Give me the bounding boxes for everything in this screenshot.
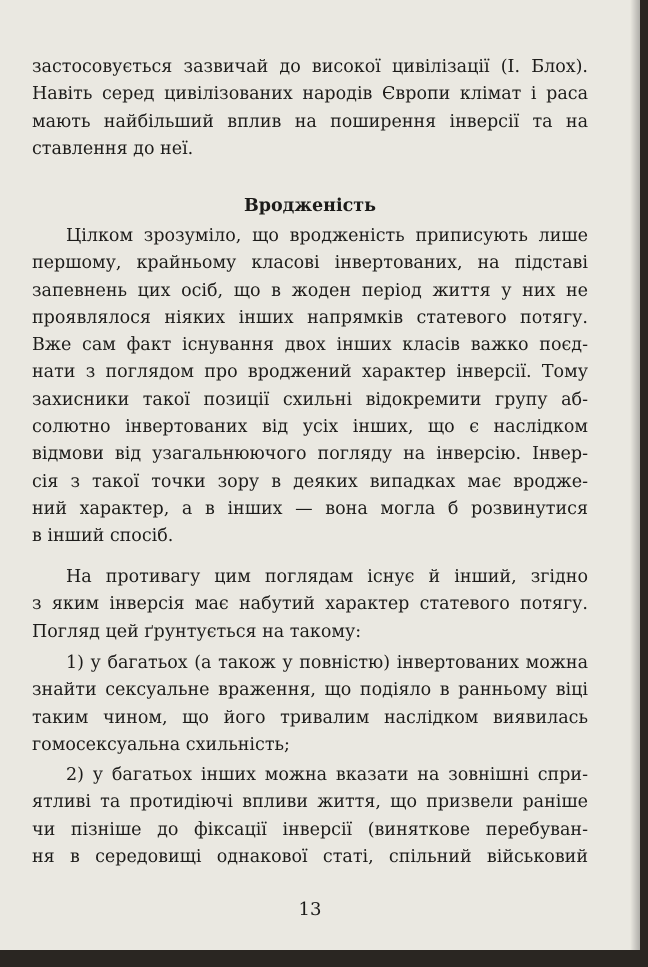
point-1 — [32, 650, 588, 759]
section-heading: Вродженість — [243, 196, 376, 216]
text-line: Цілком зрозуміло, що вродженість приписують лише — [66, 226, 588, 246]
text-line: Навіть серед цивілізованих народів Європи клімат і раса — [32, 84, 588, 105]
text-line: 1) у багатьох (а також у повністю) інвертованих можна — [66, 653, 588, 673]
text-line: гомосексуальна схильність; — [32, 734, 290, 755]
text-line: запевнень цих осіб, що в жоден період життя у них не — [32, 280, 588, 301]
text-line: ний характер, а в інших — вона могла б розвинутися — [32, 498, 588, 519]
counter-paragraph — [32, 564, 588, 646]
text-line: таким чином, що його тривалим наслідком виявилась — [32, 707, 588, 728]
text-line: Погляд цей ґрунтується на такому: — [32, 621, 362, 642]
text-line: солютно інвертованих від усіх інших, що є наслідком — [32, 417, 588, 438]
text-line: застосовується зазвичай до високої цивілізації (І. Блох). — [32, 57, 588, 77]
text-line: першому, крайньому класові інвертованих, на підставі — [32, 253, 588, 274]
text-line: На противагу цим поглядам існує й інший, згідно — [66, 567, 588, 587]
text-line: з яким інверсія має набутий характер статевого потягу. — [32, 594, 588, 615]
text-line: ятливі та протидіючі впливи життя, що призвели раніше — [32, 792, 588, 813]
text-line: мають найбільший вплив на поширення інверсії та на — [32, 111, 588, 132]
text-line: чи пізніше до фіксації інверсії (виняткове перебуван- — [32, 819, 588, 840]
text-line: відмови від узагальнюючого погляду на інверсію. Інвер- — [32, 444, 588, 465]
point-2 — [32, 762, 588, 871]
page-number: 13 — [298, 899, 322, 920]
text-line: проявлялося ніяких інших напрямків статевого потягу. — [32, 307, 588, 328]
text-line: сія з такої точки зору в деяких випадках має вродже- — [32, 471, 588, 492]
text-line: нати з поглядом про вроджений характер інверсії. Тому — [32, 362, 588, 383]
text-line: ня в середовищі однакової статі, спільний військовий — [32, 846, 588, 867]
innate-paragraph — [32, 223, 588, 551]
text-line: ставлення до неї. — [32, 138, 194, 159]
text-line: захисники такої позиції схильні відокремити групу аб- — [32, 389, 588, 410]
text-line: в інший спосіб. — [32, 526, 174, 547]
text-line: знайти сексуальне враження, що подіяло в ранньому віці — [32, 680, 588, 701]
text-line: 2) у багатьох інших можна вказати на зовнішні спри- — [66, 765, 588, 785]
text-line: Вже сам факт існування двох інших класів важко поєд- — [32, 335, 588, 356]
intro-paragraph — [32, 54, 588, 163]
